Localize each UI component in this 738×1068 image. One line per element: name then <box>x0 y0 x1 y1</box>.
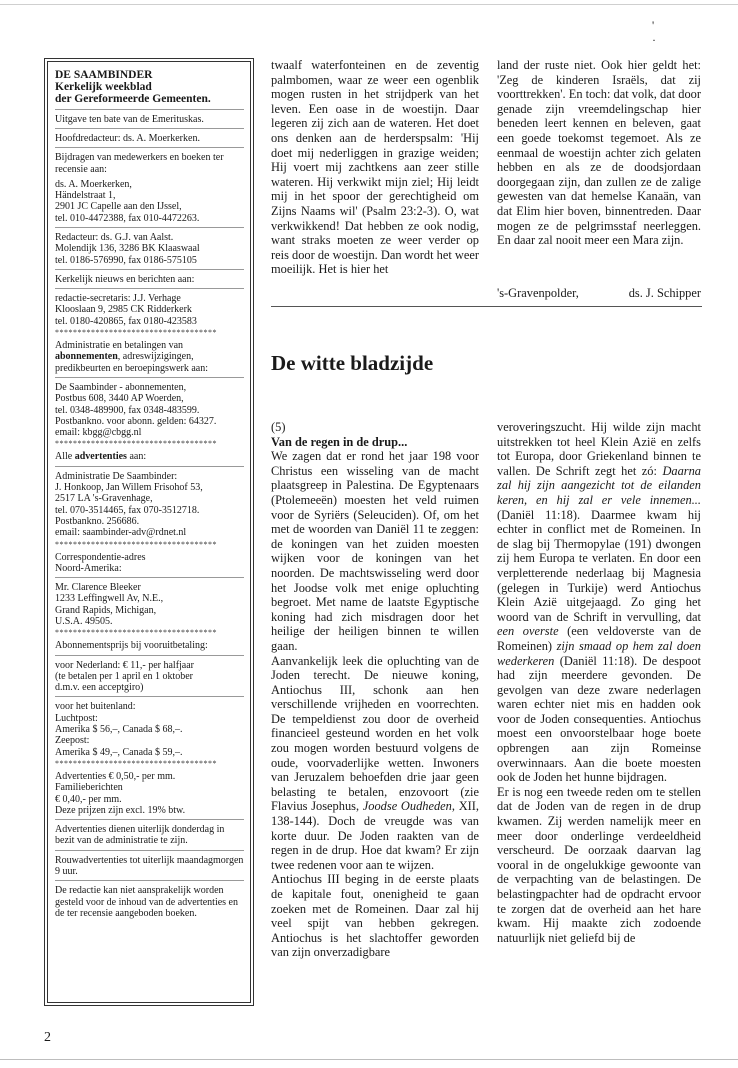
colophon-inner <box>47 61 251 1003</box>
masthead-line: der Gereformeerde Gemeenten. <box>55 93 211 106</box>
colophon-line: Postbankno. 256686. <box>55 515 140 527</box>
page-bottom-edge <box>0 1059 738 1060</box>
colophon-line: Molendijk 136, 3286 BK Klaaswaal <box>55 243 200 255</box>
signature-author: ds. J. Schipper <box>628 286 701 300</box>
colophon-line: Advertenties € 0,50,- per mm. <box>55 770 176 782</box>
masthead-line: Kerkelijk weekblad <box>55 81 152 94</box>
colophon-block <box>55 382 244 438</box>
colophon-line: 2901 JC Capelle aan den IJssel, <box>55 201 182 213</box>
colophon-text: Administratie en betalingen van abonnementen, adreswijzigingen, predikbeurten en beroepingswerk aan: <box>55 340 208 374</box>
colophon-line: tel. 0180-420865, fax 0180-423583 <box>55 315 197 327</box>
colophon-block <box>55 771 244 820</box>
colophon-line: Grand Rapids, Michigan, <box>55 604 157 616</box>
star-divider: ************************************ <box>55 329 217 338</box>
colophon-block <box>55 640 244 655</box>
signature-place: 's-Gravenpolder, <box>497 286 579 300</box>
section-title: De witte bladzijde <box>271 351 434 375</box>
colophon-block <box>55 114 244 129</box>
colophon-line: tel. 0186-576990, fax 0186-575105 <box>55 254 197 266</box>
colophon-masthead <box>55 69 244 110</box>
colophon-line: voor het buitenland: <box>55 701 136 713</box>
colophon-line: De Saambinder - abonnementen, <box>55 381 187 393</box>
article-signature <box>497 286 701 301</box>
colophon-line: d.m.v. een acceptgiro) <box>55 682 144 694</box>
colophon-line: Mr. Clarence Bleeker <box>55 582 141 594</box>
colophon-line: (te betalen per 1 april en 1 oktober <box>55 670 193 682</box>
colophon-line: email: saambinder-adv@rdnet.nl <box>55 527 187 539</box>
page-number: 2 <box>44 1030 51 1045</box>
colophon-line: redactie-secretaris: J.J. Verhage <box>55 293 181 305</box>
article-number: (5) <box>271 420 286 434</box>
colophon-line: Familieberichten <box>55 782 123 794</box>
corner-marks: ' · <box>652 18 696 47</box>
colophon-text: Alle advertenties aan: <box>55 451 147 463</box>
star-divider: ************************************ <box>55 629 217 638</box>
colophon-block <box>55 471 244 539</box>
colophon-box <box>44 58 254 1006</box>
colophon-block <box>55 133 244 148</box>
colophon-line: Amerika $ 49,–, Canada $ 59,–. <box>55 746 183 758</box>
colophon-block <box>55 582 244 627</box>
masthead-line: DE SAAMBINDER <box>55 69 153 81</box>
colophon-block <box>55 274 244 289</box>
top-article-col1 <box>271 58 479 277</box>
colophon-block <box>55 660 244 698</box>
colophon-line: Abonnementsprijs bij vooruitbetaling: <box>55 640 208 652</box>
colophon-block <box>55 340 244 378</box>
article-heading: Van de regen in de drup... <box>271 434 408 449</box>
colophon-line: Redacteur: ds. G.J. van Aalst. <box>55 231 174 243</box>
colophon-line: tel. 0348-489900, fax 0348-483599. <box>55 404 200 416</box>
top-article-text: land der ruste niet. Ook hier geldt het: 'Zeg de kinderen Israëls, dat zij voorttrekken'. En toch: dat volk, dat door genade zijn vreemdelingschap hier beneden leert kennen en beleven, gaat een goede toekomst tegemoet. Als ze eenmaal de woestijn achter zich gelaten hebben en als ze de doodsjordaan doorgegaan zijn, dan zullen ze de zalige gewesten van dat hemelse Kanaän, van dat Elim hier boven, binnentreden. Daar mogen ze de pelgrimsstaf neerleggen. En daar zal nooit meer een Mara zijn. <box>497 58 701 248</box>
colophon-block <box>55 451 244 466</box>
colophon-line: tel. 010-4472388, fax 010-4472263. <box>55 212 200 224</box>
colophon-block <box>55 552 244 579</box>
colophon-line: Amerika $ 56,–, Canada $ 68,–. <box>55 724 183 736</box>
star-divider: ************************************ <box>55 540 217 549</box>
article-paragraph: Antiochus III beging in de eerste plaats de kapitale fout, onenigheid te gaan zoeken met de Romeinen. Daar zal hij veel spijt van hebben gekregen. Antiochus is het slachtoffer geworden van zijn onverzadigbare <box>271 872 479 960</box>
colophon-line: Correspondentie-adres <box>55 551 146 563</box>
star-divider: ************************************ <box>55 759 217 768</box>
colophon-block <box>55 885 244 919</box>
colophon-line: Postbankno. voor abonn. gelden: 64327. <box>55 415 217 427</box>
article-paragraph: We zagen dat er rond het jaar 198 voor Christus een wisseling van de macht plaatsgreep in Palestina. De Egyptenaars (Ptolemeeën) moesten het veld ruimen voor de Syriërs (Seleuciden). Of, om het met de woorden van Daniël 11 te zeggen: de koningen van het zuiden moesten wijken voor de koningen van het noorden. De machtswisseling werd door het Joodse volk met enige opluchting begroet. Met name de laatste Egyptische koning had zich misdragen door het heilige der heiligen binnen te willen gaan. <box>271 449 479 653</box>
colophon-line: Noord-Amerika: <box>55 562 122 574</box>
colophon-line: Administratie De Saambinder: <box>55 470 178 482</box>
colophon-line: Händelstraat 1, <box>55 190 116 202</box>
colophon-text: Hoofdredacteur: ds. A. Moerkerken. <box>55 132 200 144</box>
colophon-block <box>55 824 244 851</box>
colophon-line: tel. 070-3514465, fax 070-3512718. <box>55 504 200 516</box>
colophon-text: Rouwadvertenties tot uiterlijk maandagmorgen 9 uur. <box>55 854 244 878</box>
article-col2 <box>497 420 701 945</box>
colophon-line: 1233 Leffingwell Av, N.E., <box>55 593 164 605</box>
colophon-text: De redactie kan niet aansprakelijk worden gesteld voor de inhoud van de advertenties en de ter recensie aangeboden boeken. <box>55 885 238 919</box>
article-col1 <box>271 420 479 960</box>
top-article-text: twaalf waterfonteinen en de zeventig palmbomen, waar ze weer een ogenblik mogen rusten in het strijdperk van het leven. Een oase in de woestijn. Daar legeren zij zich aan de wateren. Het doet ons denken aan de herderspsalm: 'Hij doet mij nederliggen in grazige weiden; Hij voert mij zachtkens aan zeer stille wateren. Hij verkwikt mijn ziel; Hij leidt mij in het spoor der gerechtigheid om Zijns Naams wil' (Psalm 23:2-3). O, wat verkwikkend! Dat hebben ze ook nodig, want straks moeten ze weer verder op reis door de woestijn. Dan wordt het weer moeilijk. Het is hier het <box>271 58 479 277</box>
article-paragraph: Aanvankelijk leek die opluchting van de Joden terecht. De nieuwe koning, Antiochus III, schonk aan hen verschillende vrijheden en voorrechten. De tempeldienst zou door de overheid financieel gesteund worden en het volk zou mogen worden bestuurd volgens de oude, voorvaderlijke wetten. Inwoners van Jeruzalem behoefden drie jaar geen belasting te betalen, enzovoort (zie Flavius Josephus, Joodse Oudheden, XII, 138-144). Doch de vreugde was van korte duur. De Joden raakten van de regen in de drup. Hoe dat kwam? Er zijn twee redenen voor aan te wijzen. <box>271 653 479 872</box>
colophon-line: J. Honkoop, Jan Willem Frisohof 53, <box>55 482 203 494</box>
colophon-block <box>55 293 244 327</box>
colophon-line: Klooslaan 9, 2985 CK Ridderkerk <box>55 304 192 316</box>
colophon-line: Zeepost: <box>55 735 90 747</box>
colophon-line: Deze prijzen zijn excl. 19% btw. <box>55 804 186 816</box>
colophon-block <box>55 855 244 882</box>
colophon-text: Advertenties dienen uiterlijk donderdag in bezit van de administratie te zijn. <box>55 824 225 847</box>
colophon-line: Luchtpost: <box>55 712 98 724</box>
colophon-line: Postbus 608, 3440 AP Woerden, <box>55 393 184 405</box>
colophon-text: Bijdragen van medewerkers en boeken ter recensie aan: <box>55 152 224 175</box>
colophon-line: U.S.A. 49505. <box>55 616 113 627</box>
colophon-block <box>55 152 244 228</box>
colophon-block <box>55 232 244 270</box>
page-top-edge <box>0 4 738 5</box>
colophon-text: Kerkelijk nieuws en berichten aan: <box>55 273 195 285</box>
colophon-line: voor Nederland: € 11,- per halfjaar <box>55 659 195 671</box>
colophon-line: ds. A. Moerkerken, <box>55 178 132 190</box>
colophon-line: € 0,40,- per mm. <box>55 793 122 805</box>
article-paragraph: Er is nog een tweede reden om te stellen dat de Joden van de regen in de drup kwamen. Zij werden namelijk meer en meer door onderlinge verdeeldheid verscheurd. De oorzaak daarvan lag vooral in de ongelukkige gewoonte van de verpachting van de belastingen. De belastingpachter had de opdracht ervoor te zorgen dat de overheid aan het hare kwam. Hij maakte zich zodoende natuurlijk niet geliefd bij de <box>497 784 701 945</box>
colophon-line: email: kbgg@cbgg.nl <box>55 427 142 439</box>
divider-rule <box>271 306 702 307</box>
star-divider: ************************************ <box>55 440 217 449</box>
top-article-col2 <box>497 58 701 248</box>
colophon-text: Uitgave ten bate van de Emerituskas. <box>55 113 204 125</box>
article-paragraph: veroveringszucht. Hij wilde zijn macht uitstrekken tot heel Klein Azië en zelfs tot Europa, door Griekenland binnen te vallen. De Schrift zegt het zó: Daarna zal hij zijn aangezicht tot de eilanden keren, en hij zal er vele innemen... (Daniël 11:18). Daarmee kwam hij echter in conflict met de Romeinen. In de slag bij Thermopylae (191) dwongen zij hem Europa te verlaten. En door een verpletterende nederlaag bij Magnesia (gelegen in Turkije) werd Antiochus Klein Azië uitgejaagd. Zo ging het woord van de Schrift in vervulling, dat een overste (een veldoverste van de Romeinen) zijn smaad op hem zal doen wederkeren (Daniël 11:18). De despoot had zijn meerdere gevonden. De gevolgen van deze zware nederlagen waren echter niet mis en hadden ook voor de Joden consequenties. Antiochus moest een onvoorstelbaar hoge boete opbrengen aan zijn Romeinse overwinnaars. Aan die boete moesten ook de Joden het hunne bijdragen. <box>497 420 701 785</box>
colophon-block <box>55 701 244 757</box>
colophon-line: 2517 LA 's-Gravenhage, <box>55 493 153 505</box>
